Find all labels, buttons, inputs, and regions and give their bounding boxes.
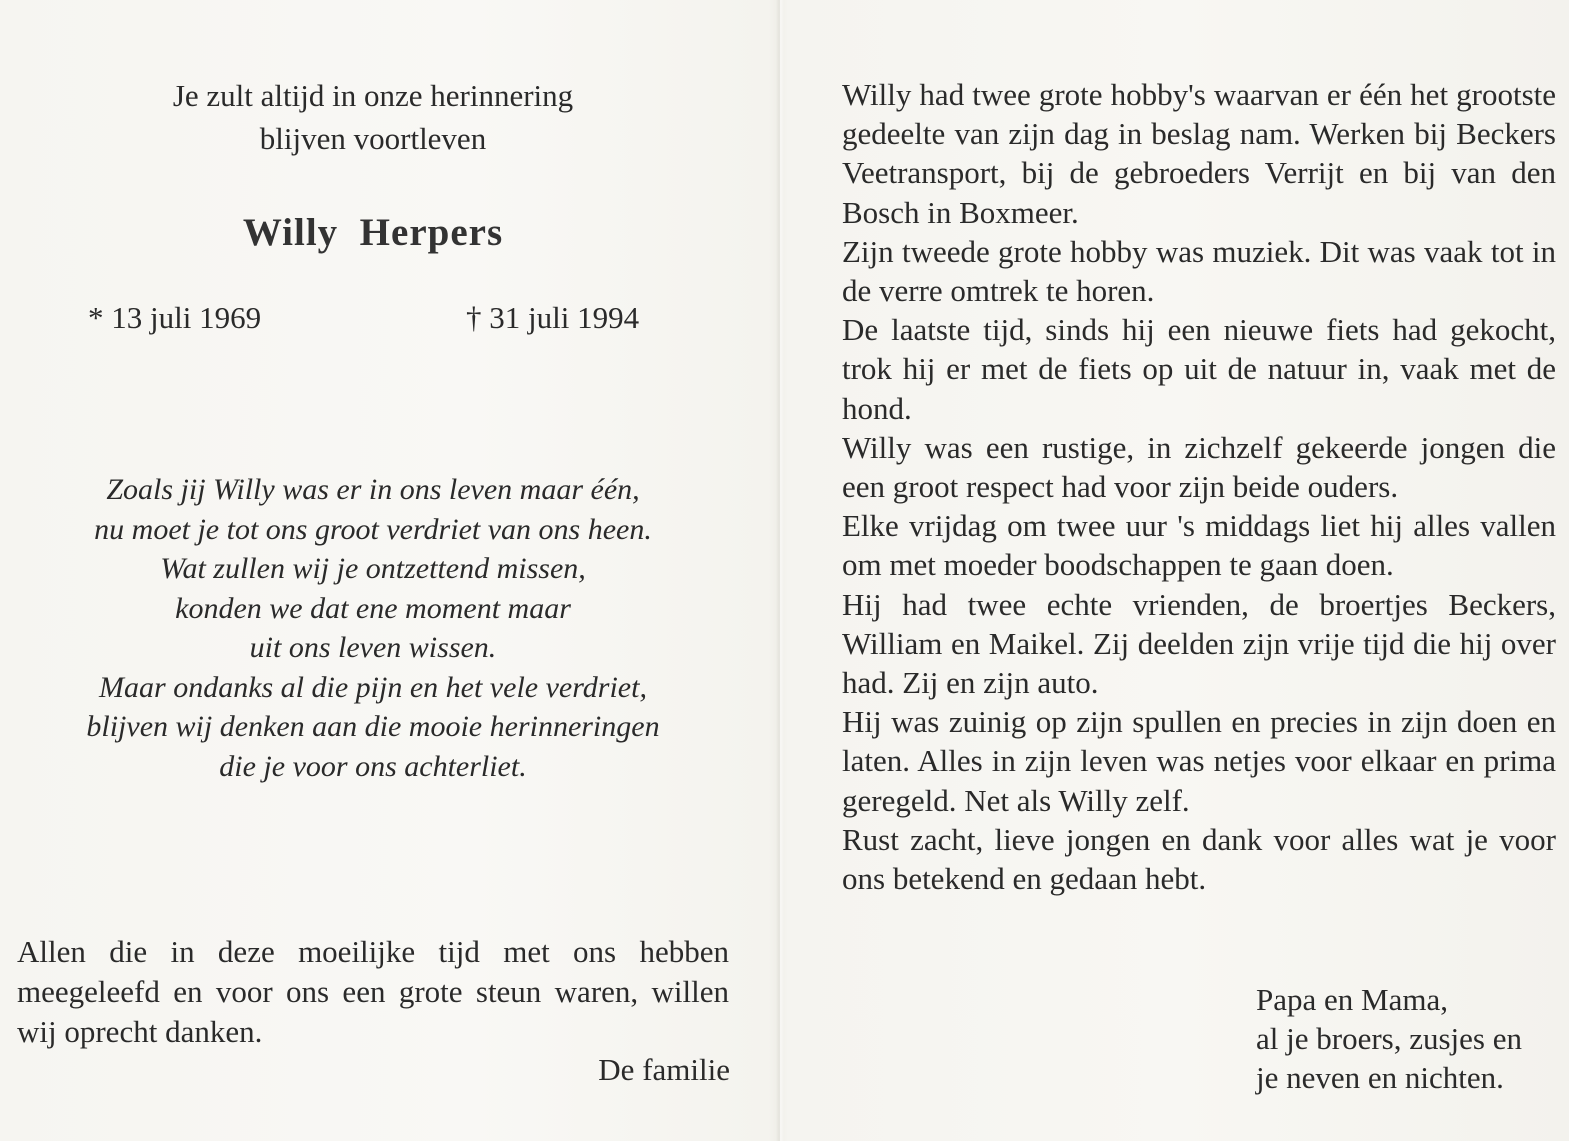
- poem-line: blijven wij denken aan die mooie herinneringen: [86, 710, 660, 743]
- poem-line: Maar ondanks al die pijn en het vele verdriet,: [99, 670, 647, 704]
- motto-line: Je zult altijd in onze herinnering: [172, 78, 574, 113]
- poem-line: konden we dat ene moment maar: [175, 591, 571, 625]
- poem: [0, 470, 746, 786]
- biography-paragraph: Zijn tweede grote hobby was muziek. Dit was vaak tot in de verre omtrek te horen.: [842, 233, 1556, 309]
- biography-paragraph: Rust zacht, lieve jongen en dank voor alles wat je voor ons betekend en gedaan hebt.: [842, 821, 1556, 897]
- biography-paragraph: Hij was zuinig op zijn spullen en precies in zijn doen en laten. Alles in zijn leven was netjes voor elkaar en prima geregeld. Net als Willy zelf.: [842, 704, 1556, 818]
- biography-paragraph: Willy was een rustige, in zichzelf gekeerde jongen die een groot respect had voor zijn beide ouders.: [842, 429, 1556, 505]
- biography-paragraph: Elke vrijdag om twee uur 's middags liet hij alles vallen om met moeder boodschappen te gaan doen.: [842, 508, 1556, 583]
- poem-line: uit ons leven wissen.: [249, 631, 497, 664]
- motto-line: blijven voortleven: [259, 121, 487, 156]
- biography-paragraph: Hij had twee echte vrienden, de broertjes Beckers, William en Maikel. Zij deelden zijn vrije tijd die hij over had. Zij en zijn auto.: [842, 586, 1556, 701]
- signature-line: je neven en nichten.: [1256, 1060, 1504, 1095]
- poem-line: die je voor ons achterliet.: [219, 749, 527, 783]
- death-date: † 31 juli 1994: [466, 300, 640, 335]
- biography: [842, 75, 1556, 898]
- poem-line: nu moet je tot ons groot verdriet van ons heen.: [94, 512, 652, 546]
- signature-line: Papa en Mama,: [1256, 982, 1448, 1017]
- family-signature: De familie: [598, 1052, 730, 1087]
- parents-signature: [1256, 980, 1522, 1097]
- left-panel: [0, 0, 776, 1141]
- poem-line: Wat zullen wij je ontzettend missen,: [160, 552, 586, 585]
- birth-date: * 13 juli 1969: [88, 300, 262, 335]
- motto: [0, 74, 746, 160]
- biography-paragraph: De laatste tijd, sinds hij een nieuwe fiets had gekocht, trok hij er met de fiets op uit de natuur in, vaak met de hond.: [842, 312, 1556, 426]
- deceased-name: Willy Herpers: [242, 211, 504, 254]
- biography-paragraph: Willy had twee grote hobby's waarvan er één het grootste gedeelte van zijn dag in beslag nam. Werken bij Beckers Veetransport, bij de gebroeders Verrijt en bij van den Bosch in Boxmeer.: [842, 77, 1556, 230]
- right-panel: [784, 0, 1569, 1141]
- thanks-text: Allen die in deze moeilijke tijd met ons hebben meegeleefd en voor ons een grote steun waren, willen wij oprecht danken.: [17, 934, 729, 1049]
- poem-line: Zoals jij Willy was er in ons leven maar één,: [106, 473, 640, 506]
- card-fold: [776, 0, 784, 1141]
- signature-line: al je broers, zusjes en: [1256, 1021, 1522, 1056]
